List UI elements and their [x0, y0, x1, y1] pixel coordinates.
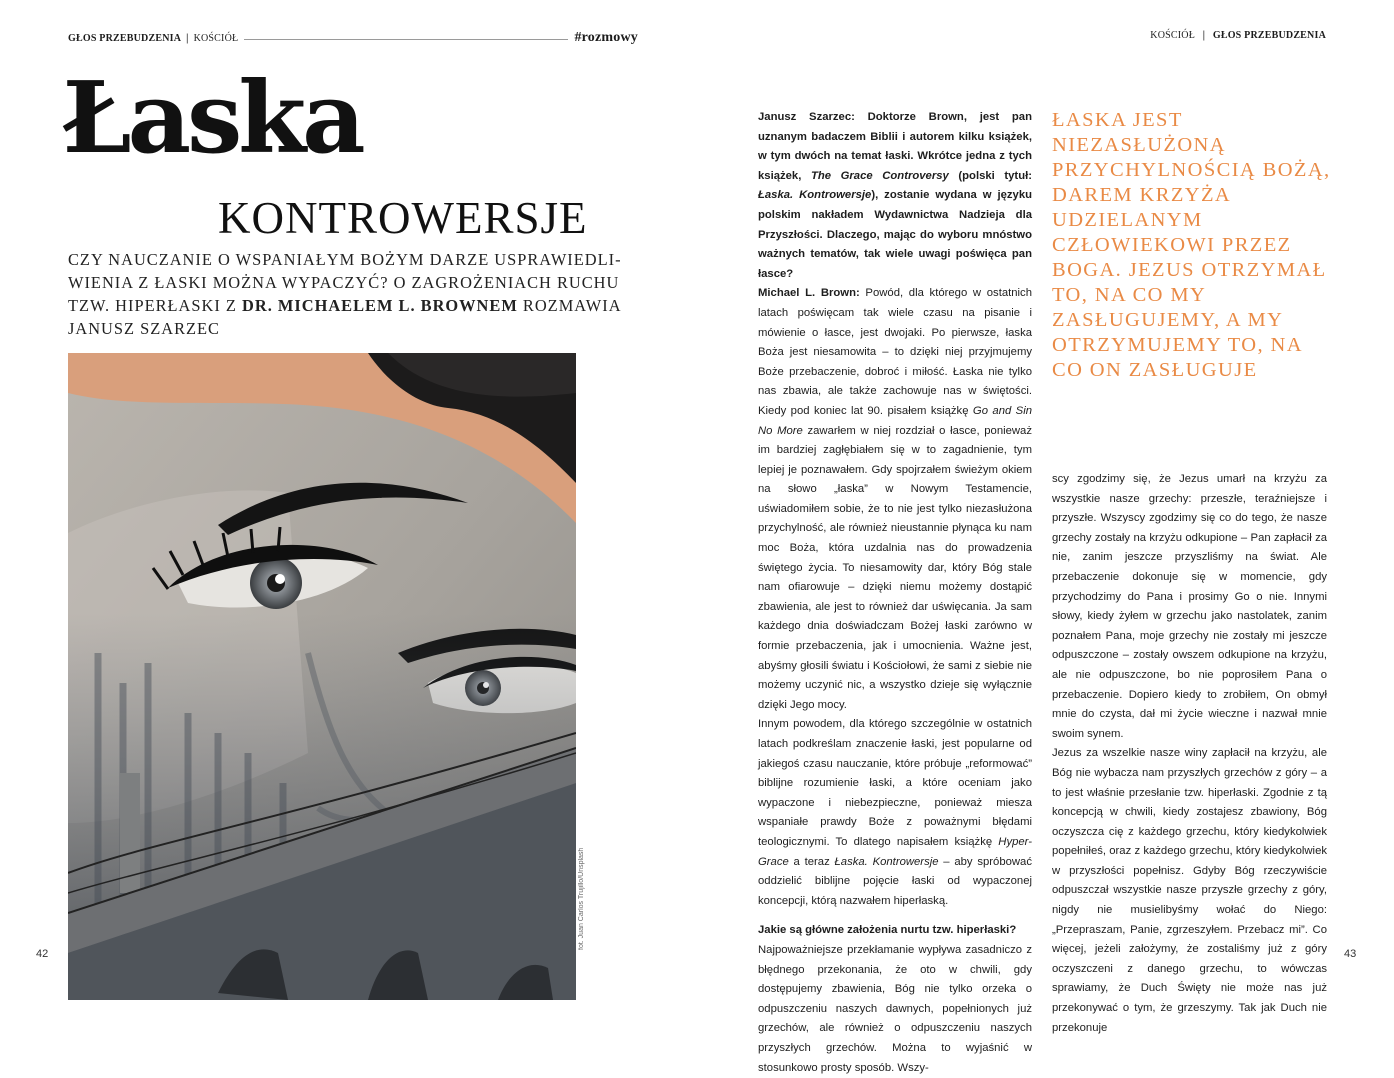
section-tag: #rozmowy [574, 30, 638, 45]
photo-credit: fot. Juan Carlos Trujillo/Unsplash [578, 847, 585, 950]
interview-answer: scy zgodzimy się, że Jezus umarł na krzyżu za wszystkie nasze grzechy: przeszłe, teraźniejsze i przyszłe. Wszyscy zgodzimy się co do tego, że nasze grzechy zostały na krzyżu odkupione – Pan zapłacił za nie, zanim jeszcze przyszliśmy na świat. Ale przebaczenie dokonuje się w momencie, gdy przychodzimy do Pana i prosimy Go o nie. Innymi słowy, kiedy żyłem w grzechu jako nastolatek, zanim poznałem Pana, moje grzechy nie zostały mi jeszcze odpuszczone – zostały owszem odkupione na krzyżu, ale nie odpuszczone, bo nie poprosiłem Pana o przebaczenie. Dopiero kiedy to zrobiłem, On obmył mnie do czysta, dał mi życie wieczne i nazwał mnie swoim synem. [1052, 473, 1327, 740]
interview-answer: Innym powodem, dla którego szczególnie w ostatnich latach podkreślam znaczenie łaski, jest popularne od jakiegoś czasu nauczanie, które próbuje „reformować” biblijne rozumienie łaski, a które oceniam jako wypaczone i niebezpieczne, ponieważ miesza wspaniałe prawdy Boże z poważnymi błędami teologicznymi. To dlatego napisałem książkę Hyper-Grace a teraz Łaska. Kontrowersje – aby spróbować oddzielić biblijne pojęcie łaski od wypaczonej koncepcji, którą nazwałem hiperłaską. [758, 718, 1032, 907]
header-rule [244, 39, 568, 40]
pull-quote: ŁASKA JEST NIEZASŁUŻONĄ PRZYCHYLNOŚCIĄ BOŻĄ, DAREM KRZYŻA UDZIELANYM CZŁOWIEKOWI PRZEZ BOGA. JEZUS OTRZYMAŁ TO, NA CO MY ZASŁUGUJEMY, A MY OTRZYMUJEMY TO, NA CO ON ZASŁUGUJE [1052, 109, 1331, 381]
article-column-1 [758, 108, 1032, 1078]
article-title: Łaska [62, 61, 362, 176]
interview-question: Jakie są główne założenia nurtu tzw. hiperłaski? [758, 924, 1017, 937]
page-number-left: 42 [36, 948, 49, 960]
interview-answer: Michael L. Brown: Powód, dla którego w ostatnich latach poświęcam tak wiele czasu na pisanie i mówienie o łasce, jest dwojaki. Po pierwsze, łaska Boża jest niesamowita – to dzięki niej przyjmujemy Boże przebaczenie, dobroć i miłość. Łaska nie tylko nas zbawia, ale także zachowuje nas w świętości. Kiedy pod koniec lat 90. pisałem książkę Go and Sin No More zawarłem w niej rozdział o łasce, ponieważ im bardziej zagłębiałem się w to zagadnienie, tym lepiej je poznawałem. Gdy spojrzałem świeżym okiem na słowo „łaska” w Nowym Testamencie, uświadomiłem sobie, że to nie jest tylko niezasłużona przychylność, ale również nieustannie płynąca ku nam moc Boża, która uzdalnia nas do prowadzenia świętego życia. To niesamowity dar, który Bóg stale nam ofiarowuje – dzięki niemu możemy dostąpić zbawienia, ale jest to również dar uświęcania. Ja sam każdego dnia doświadczam Bożej łaski zarówno w formie przebaczenia, jak i umocnienia. Ważne jest, abyśmy głosili światu i Kościołowi, że sami z siebie nie możemy uczynić nic, a wszystko dzieje się wyłącznie dzięki Jego mocy. [758, 287, 1033, 711]
section-name: KOŚCIÓŁ [1150, 30, 1196, 41]
running-header-left: GŁOS PRZEBUDZENIA | KOŚCIÓŁ #rozmowy [68, 30, 638, 45]
magazine-name: GŁOS PRZEBUDZENIA [68, 32, 182, 44]
page-number-right: 43 [1344, 948, 1357, 960]
interview-answer: Jezus za wszelkie nasze winy zapłacił na krzyżu, ale Bóg nie wybacza nam przyszłych grzechów z góry – a to jest właśnie przesłanie tzw. hiperłaski. Zgodnie z tą koncepcją w chwili, kiedy zostajesz zbawiony, Bóg oczyszcza cię z każdego grzechu, który kiedykolwiek popełniłeś, oraz z każdego grzechu, który kiedykolwiek w przyszłości popełnisz. Gdyby Bóg rzeczywiście odpuszczał wszystkie nasze przyszłe grzechy z góry, nigdy nie musielibyśmy wołać do Niego: „Przepraszam, Panie, zgrzeszyłem. Przebacz mi”. Co więcej, jeżeli założymy, że zostaliśmy już z góry oczyszczeni z danego grzechu, to wówczas sprawiamy, że Duch Święty nie może nas już przekonywać o tym, że grzeszymy. Tak jak Duch nie przekonuje [1052, 747, 1327, 1034]
magazine-name: GŁOS PRZEBUDZENIA [1212, 30, 1326, 41]
mural-photo [68, 353, 576, 1000]
article-subtitle: KONTROWERSJE [218, 193, 588, 243]
article-lead: CZY NAUCZANIE O WSPANIAŁYM BOŻYM DARZE USPRAWIEDLIWIENIA Z ŁASKI MOŻNA WYPACZYĆ? O ZAGROŻENIACH RUCHU TZW. HIPERŁASKI Z DR. MICHAELEM L. BROWNEM ROZMAWIA JANUSZ SZARZEC [68, 250, 621, 338]
section-name: KOŚCIÓŁ [193, 32, 239, 44]
article-column-2 [1052, 470, 1327, 1038]
running-header-right: KOŚCIÓŁ | GŁOS PRZEBUDZENIA [1150, 30, 1326, 41]
interview-answer: Najpoważniejsze przekłamanie wypływa zasadniczo z błędnego przekonania, że oto w chwili, gdy dostępujemy zbawienia, Bóg nie tylko orzeka o odpuszczeniu naszych dawnych, popełnionych już grzechów, ale również o odpuszczeniu naszych przyszłych grzechów. Można to wyjaśnić w stosunkowo prosty sposób. Wszy- [758, 943, 1032, 1074]
interview-question: Janusz Szarzec: Doktorze Brown, jest pan uznanym badaczem Biblii i autorem kilku książek, w tym dwóch na temat łaski. Wkrótce jedna z tych książek, The Grace Controversy (polski tytuł: Łaska. Kontrowersje), zostanie wydana w języku polskim nakładem Wydawnictwa Nadzieja dla Przyszłości. Dlaczego, mając do wyboru mnóstwo ważnych tematów, tak wiele uwagi poświęca pan łasce? [758, 111, 1033, 280]
